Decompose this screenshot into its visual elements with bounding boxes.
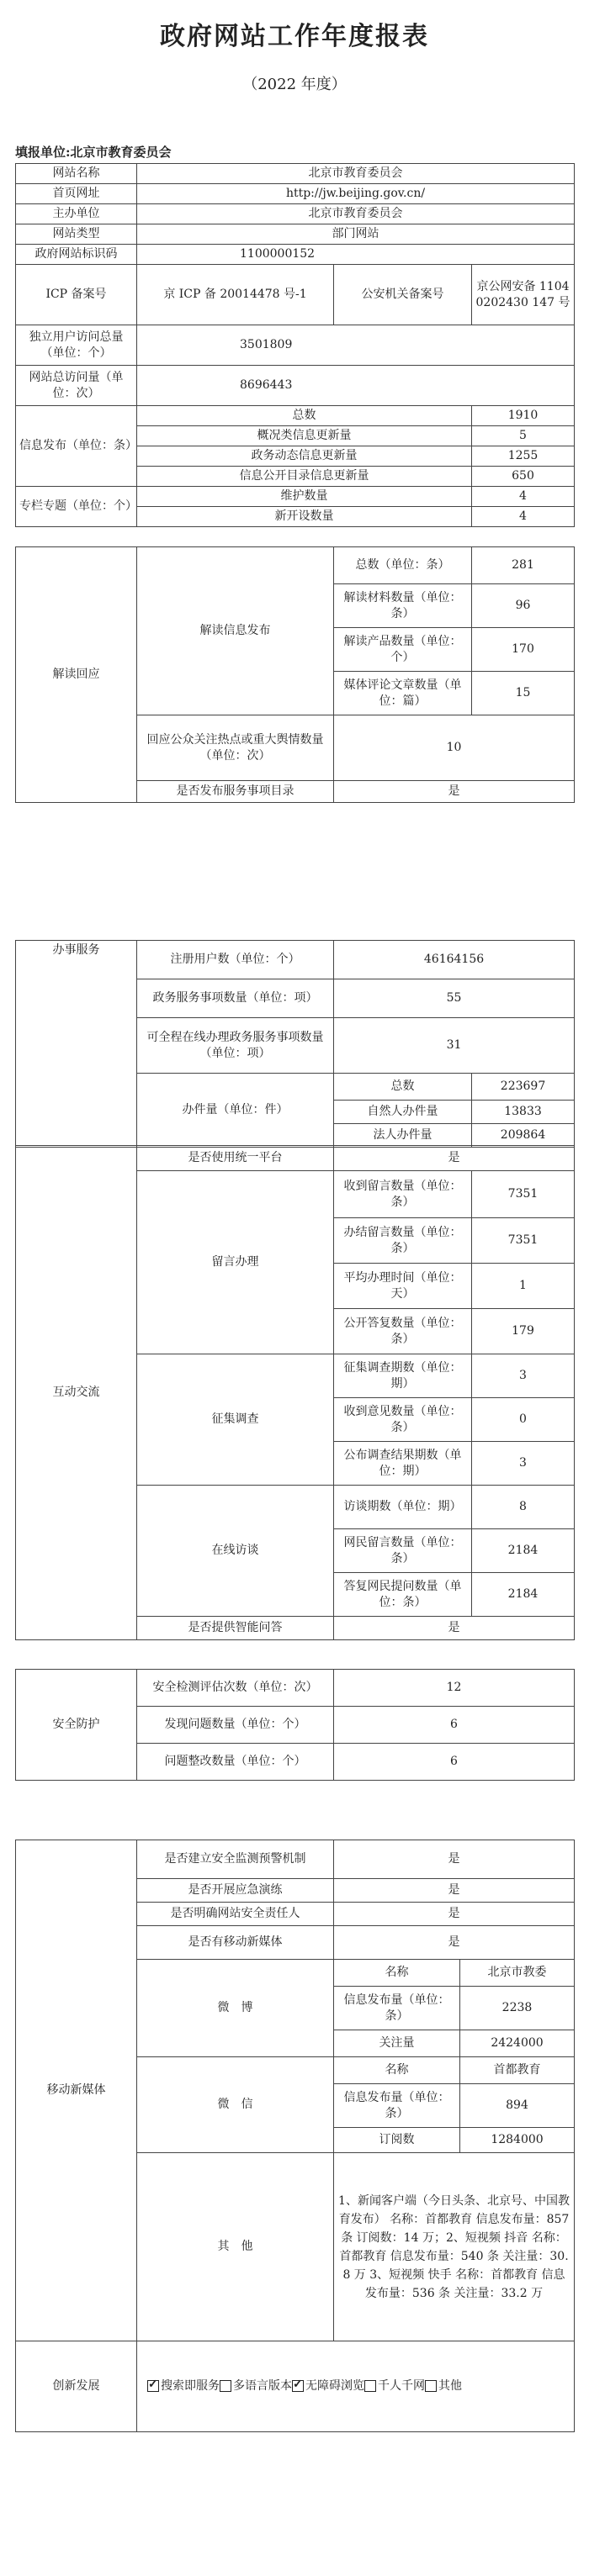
- survey-issues-value: 3: [472, 1354, 575, 1398]
- survey-issues-label: 征集调查期数（单位：期）: [334, 1354, 472, 1398]
- cases-total-value: 223697: [472, 1074, 575, 1101]
- checkbox-accessible[interactable]: [292, 2380, 304, 2392]
- checkbox-personalized[interactable]: [364, 2380, 376, 2392]
- public-reply-value: 179: [472, 1309, 575, 1354]
- checkbox-multilingual[interactable]: [220, 2380, 231, 2392]
- interpret-media-label: 媒体评论文章数量（单位：篇）: [334, 672, 472, 715]
- other-media-text: 1、新闻客户端（今日头条、北京号、中国教育发布） 名称：首都教育 信息发布量：857 条 订阅数：14 万；2、短视频 抖音 名称：首都教育 信息发布量：540 条 关注量：30.8 万 3、短视频 快手 名称：首都教育 信息发布量：536 条 关注量：33.2 万: [334, 2153, 575, 2341]
- recv-value: 7351: [472, 1171, 575, 1218]
- issues-value: 6: [334, 1707, 575, 1744]
- opinions-value: 0: [472, 1398, 575, 1442]
- basic-info-table: [15, 163, 575, 527]
- site-type-label: 网站类型: [16, 224, 137, 245]
- mobile-table: [15, 1840, 575, 2432]
- security-label: 安全防护: [16, 1670, 137, 1781]
- wb-posts-label: 信息发布量（单位：条）: [334, 1987, 460, 2030]
- interpret-media-value: 15: [472, 672, 575, 715]
- wechat-label: 微 信: [137, 2057, 334, 2153]
- done-value: 7351: [472, 1218, 575, 1264]
- smart-qa-value: 是: [334, 1617, 575, 1640]
- home-url-value[interactable]: http://jw.beijing.gov.cn/: [137, 184, 575, 204]
- checkbox-search-service[interactable]: [147, 2380, 159, 2392]
- mobile-media-label: 移动新媒体: [16, 1840, 137, 2341]
- iv-msgs-value: 2184: [472, 1529, 575, 1573]
- wx-subs-value: 1284000: [460, 2128, 575, 2153]
- site-code-value: 1100000152: [137, 245, 575, 265]
- issues-label: 发现问题数量（单位：个）: [137, 1707, 334, 1744]
- interpret-total-value: 281: [472, 547, 575, 584]
- opinions-label: 收到意见数量（单位：条）: [334, 1398, 472, 1442]
- site-name-label: 网站名称: [16, 164, 137, 184]
- done-label: 办结留言数量（单位：条）: [334, 1218, 472, 1264]
- site-code-label: 政府网站标识码: [16, 245, 137, 265]
- has-media-value: 是: [334, 1926, 575, 1960]
- interpret-material-value: 96: [472, 584, 575, 628]
- wx-name-label: 名称: [334, 2057, 460, 2084]
- interpret-respond-label: 回应公众关注热点或重大舆情数量（单位：次）: [137, 715, 334, 781]
- host-value: 北京市教育委员会: [137, 204, 575, 224]
- weibo-label: 微 博: [137, 1960, 334, 2057]
- iv-replies-label: 答复网民提问数量（单位：条）: [334, 1573, 472, 1617]
- users-label: 注册用户数（单位：个）: [137, 941, 334, 979]
- online-items-label: 可全程在线办理政务服务事项数量（单位：项）: [137, 1018, 334, 1074]
- info-publish-label: 信息发布（单位：条）: [16, 406, 137, 487]
- reporting-unit: 填报单位:北京市教育委员会: [15, 145, 172, 160]
- results-label: 公布调查结果期数（单位：期）: [334, 1442, 472, 1486]
- online-items-value: 31: [334, 1018, 575, 1074]
- uv-label: 独立用户访问总量（单位：个）: [16, 325, 137, 366]
- recv-label: 收到留言数量（单位：条）: [334, 1171, 472, 1218]
- drill-value: 是: [334, 1879, 575, 1903]
- interpret-product-value: 170: [472, 628, 575, 672]
- info-total-value: 1910: [472, 406, 575, 426]
- icp-value: 京 ICP 备 20014478 号-1: [137, 265, 334, 325]
- cases-label: 办件量（单位：件）: [137, 1074, 334, 1148]
- security-table: [15, 1669, 575, 1781]
- wb-fans-value: 2424000: [460, 2030, 575, 2057]
- opt-accessible: 无障碍浏览: [305, 2379, 364, 2393]
- cases-person-value: 13833: [472, 1101, 575, 1124]
- wx-posts-label: 信息发布量（单位：条）: [334, 2084, 460, 2128]
- info-overview-label: 概况类信息更新量: [137, 426, 472, 446]
- innovation-label: 创新发展: [16, 2341, 137, 2432]
- home-url-label: 首页网址: [16, 184, 137, 204]
- info-catalog-label: 信息公开目录信息更新量: [137, 467, 472, 487]
- wb-name-label: 名称: [334, 1960, 460, 1987]
- cases-person-label: 自然人办件量: [334, 1101, 472, 1124]
- drill-label: 是否开展应急演练: [137, 1879, 334, 1903]
- report-year: （2022 年度）: [242, 76, 347, 93]
- site-type-value: 部门网站: [137, 224, 575, 245]
- cases-legal-label: 法人办件量: [334, 1124, 472, 1148]
- info-overview-value: 5: [472, 426, 575, 446]
- pv-value: 8696443: [137, 366, 575, 406]
- platform-label: 是否使用统一平台: [137, 1146, 334, 1171]
- page-title: 政府网站工作年度报表: [160, 22, 429, 51]
- interpret-total-label: 总数（单位：条）: [334, 547, 472, 584]
- iv-msgs-label: 网民留言数量（单位：条）: [334, 1529, 472, 1573]
- service-catalog-value: 是: [334, 781, 575, 803]
- psb-value: 京公网安备 11040202430 147 号: [472, 265, 575, 325]
- items-value: 55: [334, 979, 575, 1018]
- topic-label: 专栏专题（单位：个）: [16, 487, 137, 527]
- innovation-options: [137, 2341, 575, 2432]
- interact-table: [15, 1145, 575, 1640]
- interpret-label: 解读回应: [16, 547, 137, 803]
- wb-posts-value: 2238: [460, 1987, 575, 2030]
- pv-label: 网站总访问量（单位：次）: [16, 366, 137, 406]
- info-dynamic-value: 1255: [472, 446, 575, 467]
- iv-issues-value: 8: [472, 1486, 575, 1529]
- service-catalog-label: 是否发布服务事项目录: [137, 781, 334, 803]
- service-table: [15, 940, 575, 1148]
- has-media-label: 是否有移动新媒体: [137, 1926, 334, 1960]
- avg-time-label: 平均办理时间（单位：天）: [334, 1264, 472, 1309]
- other-media-label: 其 他: [137, 2153, 334, 2341]
- host-label: 主办单位: [16, 204, 137, 224]
- users-value: 46164156: [334, 941, 575, 979]
- owner-label: 是否明确网站安全责任人: [137, 1903, 334, 1926]
- wx-posts-value: 894: [460, 2084, 575, 2128]
- interpret-respond-value: 10: [334, 715, 575, 781]
- smart-qa-label: 是否提供智能问答: [137, 1617, 334, 1640]
- avg-time-value: 1: [472, 1264, 575, 1309]
- topic-new-value: 4: [472, 507, 575, 527]
- opt-multilingual: 多语言版本: [233, 2379, 292, 2393]
- cases-legal-value: 209864: [472, 1124, 575, 1148]
- wx-name-value: 首都教育: [460, 2057, 575, 2084]
- wb-fans-label: 关注量: [334, 2030, 460, 2057]
- owner-value: 是: [334, 1903, 575, 1926]
- wx-subs-label: 订阅数: [334, 2128, 460, 2153]
- message-handling-label: 留言办理: [137, 1171, 334, 1354]
- fixed-value: 6: [334, 1744, 575, 1781]
- topic-new-label: 新开设数量: [137, 507, 472, 527]
- public-reply-label: 公开答复数量（单位：条）: [334, 1309, 472, 1354]
- results-value: 3: [472, 1442, 575, 1486]
- interview-label: 在线访谈: [137, 1486, 334, 1617]
- interpret-table: [15, 546, 575, 803]
- interact-label: 互动交流: [16, 1146, 137, 1640]
- psb-label: 公安机关备案号: [334, 265, 472, 325]
- platform-value: 是: [334, 1146, 575, 1171]
- topic-maint-label: 维护数量: [137, 487, 472, 507]
- opt-personalized: 千人千网: [378, 2379, 425, 2393]
- uv-value: 3501809: [137, 325, 575, 366]
- checks-value: 12: [334, 1670, 575, 1707]
- interpret-material-label: 解读材料数量（单位：条）: [334, 584, 472, 628]
- info-catalog-value: 650: [472, 467, 575, 487]
- checks-label: 安全检测评估次数（单位：次）: [137, 1670, 334, 1707]
- monitor-label: 是否建立安全监测预警机制: [137, 1840, 334, 1879]
- info-total-label: 总数: [137, 406, 472, 426]
- monitor-value: 是: [334, 1840, 575, 1879]
- iv-issues-label: 访谈期数（单位：期）: [334, 1486, 472, 1529]
- opt-search-service: 搜索即服务: [161, 2379, 220, 2393]
- cases-total-label: 总数: [334, 1074, 472, 1101]
- interpret-product-label: 解读产品数量（单位：个）: [334, 628, 472, 672]
- fixed-label: 问题整改数量（单位：个）: [137, 1744, 334, 1781]
- wb-name-value: 北京市教委: [460, 1960, 575, 1987]
- survey-label: 征集调查: [137, 1354, 334, 1486]
- items-label: 政务服务事项数量（单位：项）: [137, 979, 334, 1018]
- info-dynamic-label: 政务动态信息更新量: [137, 446, 472, 467]
- interpret-publish-label: 解读信息发布: [137, 547, 334, 715]
- site-name-value: 北京市教育委员会: [137, 164, 575, 184]
- service-label: 办事服务: [16, 941, 137, 1148]
- opt-other: 其他: [438, 2379, 462, 2393]
- icp-label: ICP 备案号: [16, 265, 137, 325]
- iv-replies-value: 2184: [472, 1573, 575, 1617]
- topic-maint-value: 4: [472, 487, 575, 507]
- checkbox-other[interactable]: [425, 2380, 437, 2392]
